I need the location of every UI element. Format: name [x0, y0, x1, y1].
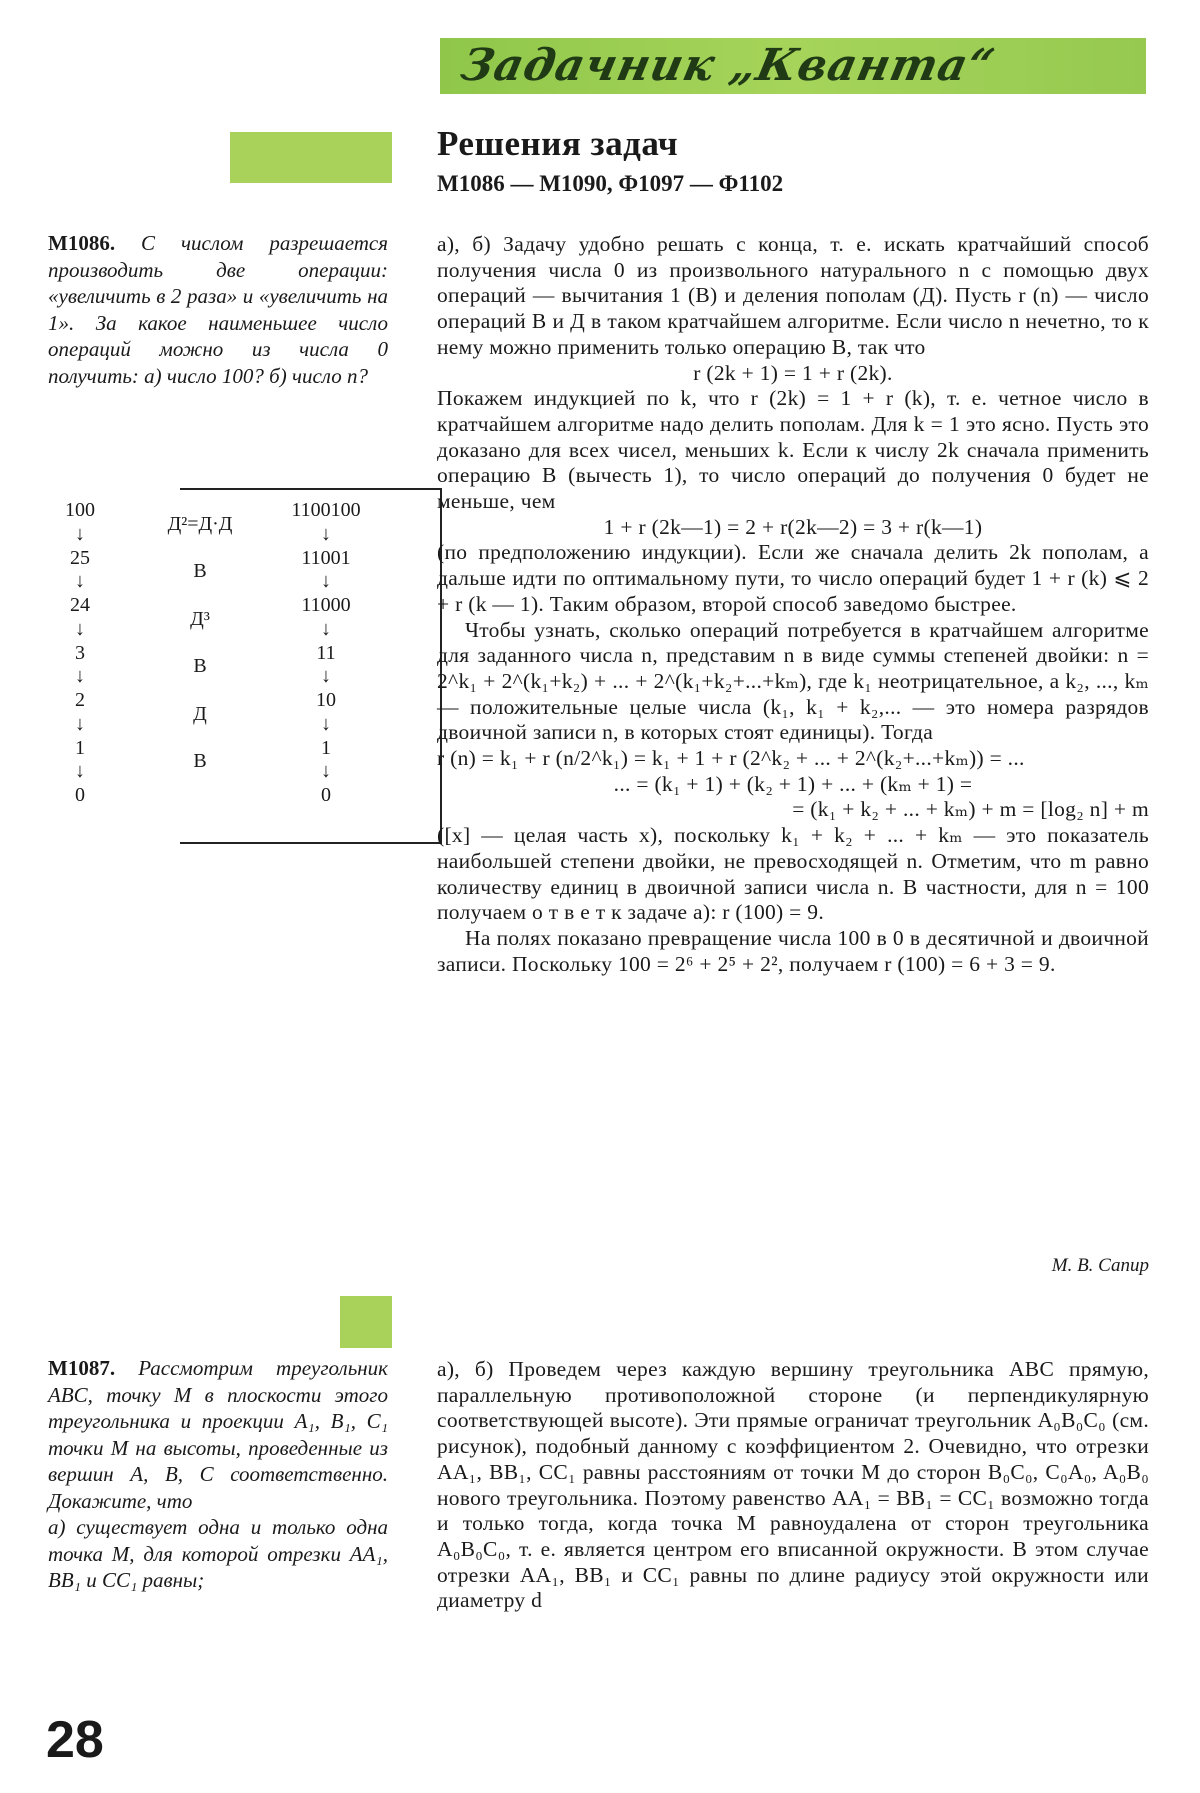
formula: 1 + r (2k—1) = 2 + r(2k—2) = 3 + r(k—1) [603, 514, 983, 539]
diagram-operation: В [193, 655, 207, 678]
formula: r (2k + 1) = 1 + r (2k). [693, 360, 893, 385]
diagram-binary-value: 1100100 [291, 499, 361, 521]
diagram-arrow: ↓ [75, 570, 85, 593]
solution-paragraph: а), б) Проведем через каждую вершину треугольника ABC прямую, параллельную противоположной стороне (и перпендикулярную соответствующей высоте). Эти прямые ограничат треугольник A₀B₀C₀ (см. рисунок), подобный данному с коэффициентом 2. Очевидно, что отрезки AA₁, BB₁, CC₁ равны расстояниям от точки M до сторон B₀C₀, C₀A₀, A₀B₀ нового треугольника. Поэтому равенство AA₁ = BB₁ = CC₁ возможно тогда и только тогда, когда точка M равноудалена от сторон треугольника A₀B₀C₀, т. е. является центром его вписанной окружности. В этом случае отрезки AA₁, BB₁ и CC₁ равны по длине радиусу этой окружности или диаметру d [437, 1357, 1149, 1613]
margin-green-block [340, 1296, 392, 1348]
diagram-arrow: ↓ [321, 760, 331, 783]
diagram-decimal-value: 3 [75, 641, 85, 664]
diagram-arrow: ↓ [321, 712, 331, 735]
page-number: 28 [46, 1711, 104, 1769]
solution-paragraph: ([x] — целая часть x), поскольку k₁ + k₂ + ... + kₘ — это показатель наибольшей степени двойки, не превосходящей n. Отметим, что m равно количеству единиц в двоичной записи числа n. В частности, для n = 100 получаем о т в е т к задаче а): r (100) = 9. [437, 823, 1149, 925]
solution-paragraph: Чтобы узнать, сколько операций потребуется в кратчайшем алгоритме для заданного числа n, представим n в виде суммы степеней двойки: n = 2^k₁ + 2^(k₁+k₂) + ... + 2^(k₁+k₂+...+kₘ), где k₁ неотрицательное, а k₂, ..., kₘ — положительные целые числа (k₁, k₁ + k₂,... — это номера разрядов двоичной записи n, в которых стоят единицы). Тогда [437, 617, 1149, 745]
diagram-arrow: ↓ [75, 617, 85, 640]
diagram-decimal-value: 2 [75, 689, 85, 711]
diagram-arrow: ↓ [321, 617, 331, 640]
formula: r (n) = k₁ + r (n/2^k₁) = k₁ + 1 + r (2^k₂ + ... + 2^(k₂+...+kₘ)) = ... [437, 746, 1025, 771]
diagram-decimal-value: 100 [65, 499, 95, 521]
diagram-operation: Д³ [190, 607, 210, 630]
diagram-binary-value: 10 [316, 689, 336, 711]
solution-paragraph: (по предположению индукции). Если же сначала делить 2k пополам, а дальше идти по оптимальному пути, то число операций будет 1 + r (k) ⩽ 2 + r (k — 1). Таким образом, второй способ заведомо быстрее. [437, 540, 1149, 616]
diagram-decimal-value: 24 [70, 594, 90, 616]
diagram-decimal-value: 0 [75, 784, 85, 806]
diagram-top-line [180, 488, 442, 490]
formula: = (k₁ + k₂ + ... + kₘ) + m = [log₂ n] + m [792, 797, 1149, 822]
diagram-arrow: ↓ [321, 522, 331, 545]
header-banner [440, 38, 1146, 94]
diagram-arrow: ↓ [321, 665, 331, 688]
solution-paragraph: Покажем индукцией по k, что r (2k) = 1 + r (k), т. е. четное число в кратчайшем алгоритме надо делить пополам. Для k = 1 это ясно. Пусть это доказано для всех чисел, меньших k. Если к числу 2k сначала применить операцию В (вычесть 1), то число операций до получения 0 будет не меньше, чем [437, 386, 1149, 514]
problem-id: М1086. [48, 231, 116, 255]
diagram-decimal-value: 25 [70, 546, 90, 569]
problem-1086-statement [48, 230, 388, 389]
banner-title: Задачник „Кванта“ [456, 40, 1000, 91]
problem-id: М1087. [48, 1356, 116, 1380]
diagram-bottom-line [180, 842, 442, 844]
solution-1086 [437, 232, 1149, 977]
author: М. В. Сапир [1051, 1255, 1149, 1276]
diagram-arrow: ↓ [75, 712, 85, 735]
diagram-decimal-value: 1 [75, 736, 85, 759]
diagram-arrow: ↓ [75, 760, 85, 783]
page-subtitle: М1086 — М1090, Ф1097 — Ф1102 [437, 171, 784, 196]
page-title: Решения задач [437, 124, 679, 163]
diagram-operation: В [193, 560, 207, 583]
diagram-operation: Д²=Д·Д [167, 512, 233, 535]
diagram-binary-value: 11000 [301, 594, 351, 616]
diagram-binary-value: 11 [316, 641, 336, 664]
diagram-operation: В [193, 750, 207, 773]
diagram-binary-value: 1 [321, 736, 331, 759]
margin-green-block [230, 132, 392, 183]
problem-text: С числом разрешается производить две операции: «увеличить в 2 раза» и «увеличить на 1». За какое наименьшее число операций можно из числа 0 получить: а) число 100? б) число n? [48, 231, 388, 388]
diagram-arrow: ↓ [75, 522, 85, 545]
diagram-operation: Д [193, 702, 207, 725]
diagram-binary-value: 0 [321, 784, 331, 806]
diagram-binary-value: 11001 [301, 546, 351, 569]
formula: ... = (k₁ + 1) + (k₂ + 1) + ... + (kₘ + 1) = [613, 771, 973, 796]
diagram-arrow: ↓ [321, 570, 331, 593]
conversion-diagram [60, 480, 390, 845]
problem-item-a: а) существует одна и только одна точка M, для которой отрезки AA₁, BB₁ и CC₁ равны; [48, 1515, 388, 1592]
problem-1087-statement [48, 1355, 388, 1594]
solution-1087 [437, 1357, 1149, 1614]
solution-paragraph: На полях показано превращение числа 100 в 0 в десятичной и двоичной записи. Поскольку 100 = 2⁶ + 2⁵ + 2², получаем r (100) = 6 + 3 = 9. [437, 925, 1149, 976]
solution-paragraph: а), б) Задачу удобно решать с конца, т. е. искать кратчайший способ получения числа 0 из произвольного натурального n с помощью двух операций — вычитания 1 (В) и деления пополам (Д). Пусть r (n) — число операций В и Д в таком кратчайшем алгоритме. Если число n нечетно, то к нему можно применить только операцию В, так что [437, 232, 1149, 359]
problem-text: Рассмотрим треугольник ABC, точку M в плоскости этого треугольника и проекции A₁, B₁, C₁ точки M на высоты, проведенные из вершин A, B, C соответственно. Докажите, что [48, 1356, 388, 1513]
diagram-arrow: ↓ [75, 665, 85, 688]
